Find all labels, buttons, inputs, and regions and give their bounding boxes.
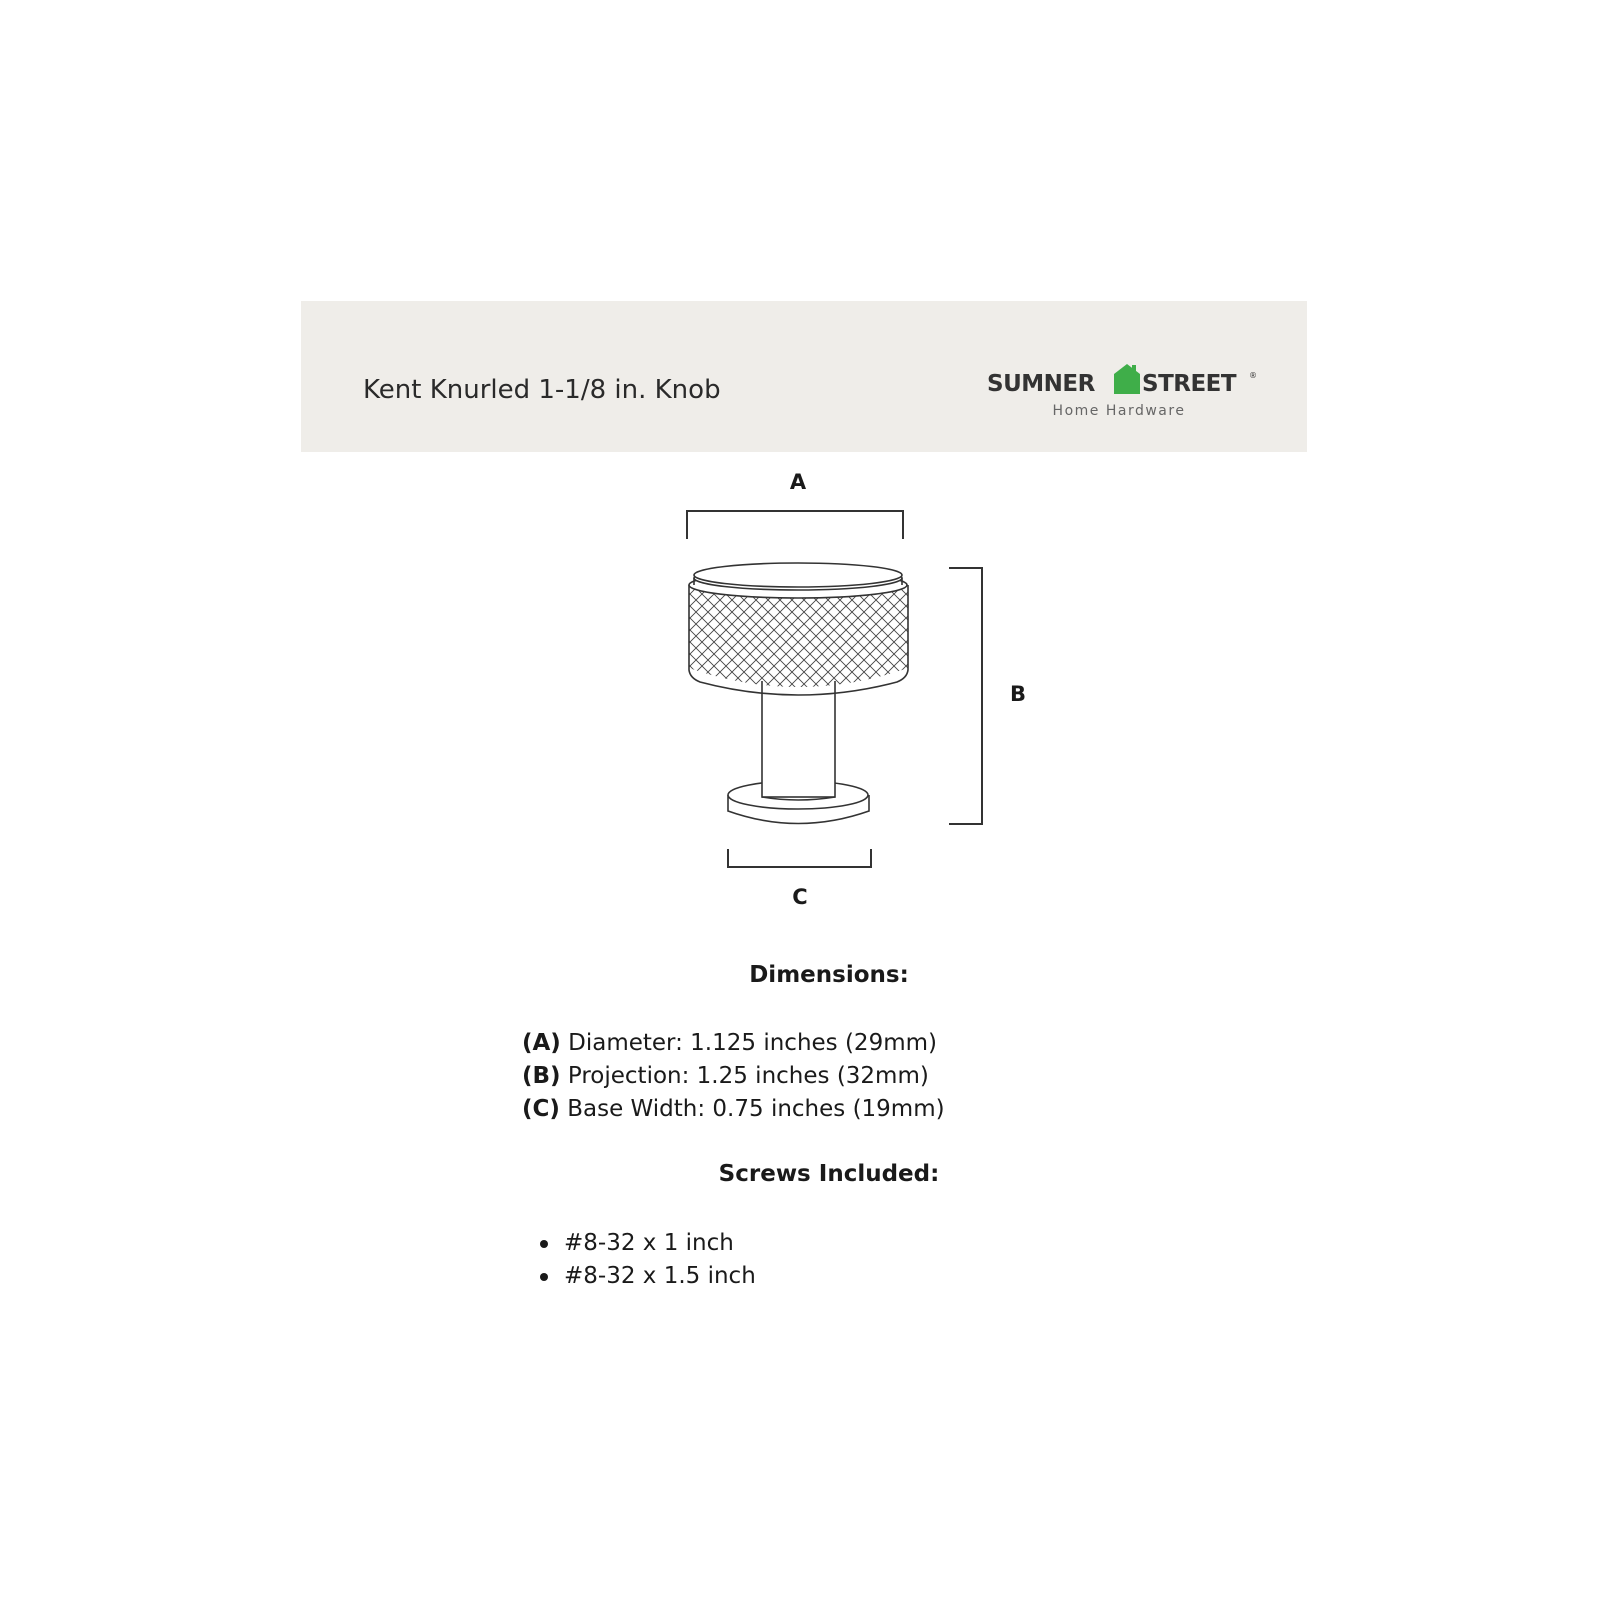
screws-heading: Screws Included: bbox=[718, 1161, 940, 1187]
dimension-text: Projection: 1.25 inches (32mm) bbox=[560, 1063, 929, 1089]
dimension-key: (A) bbox=[522, 1030, 561, 1056]
product-title: Kent Knurled 1-1/8 in. Knob bbox=[363, 375, 721, 405]
dimensions-list bbox=[522, 1027, 945, 1126]
dimension-label-a: A bbox=[789, 470, 807, 494]
list-item bbox=[538, 1260, 756, 1293]
dimension-item-b bbox=[522, 1060, 945, 1093]
dimension-bracket-c bbox=[728, 849, 871, 867]
dimension-label-c: C bbox=[792, 885, 808, 909]
dimension-key: (B) bbox=[522, 1063, 561, 1089]
dimensions-heading: Dimensions: bbox=[749, 962, 909, 988]
screw-text: #8-32 x 1.5 inch bbox=[564, 1263, 756, 1289]
dimension-text: Base Width: 0.75 inches (19mm) bbox=[559, 1096, 945, 1122]
brand-name-left: SUMNER bbox=[987, 371, 1095, 397]
dimension-item-c bbox=[522, 1093, 945, 1126]
dimension-bracket-b bbox=[949, 568, 982, 824]
dimension-bracket-a bbox=[687, 511, 903, 539]
list-item bbox=[538, 1227, 756, 1260]
brand-tagline: Home Hardware bbox=[1052, 403, 1186, 419]
dimension-item-a bbox=[522, 1027, 945, 1060]
registered-mark: ® bbox=[1249, 371, 1257, 380]
knob-illustration bbox=[689, 563, 908, 824]
dimension-label-b: B bbox=[1009, 682, 1027, 706]
bullet-icon bbox=[540, 1273, 548, 1281]
screw-text: #8-32 x 1 inch bbox=[564, 1230, 734, 1256]
dimension-key: (C) bbox=[522, 1096, 560, 1122]
screws-list bbox=[538, 1227, 756, 1293]
bullet-icon bbox=[540, 1240, 548, 1248]
brand-name-right: STREET bbox=[1142, 371, 1237, 397]
dimension-text: Diameter: 1.125 inches (29mm) bbox=[560, 1030, 937, 1056]
